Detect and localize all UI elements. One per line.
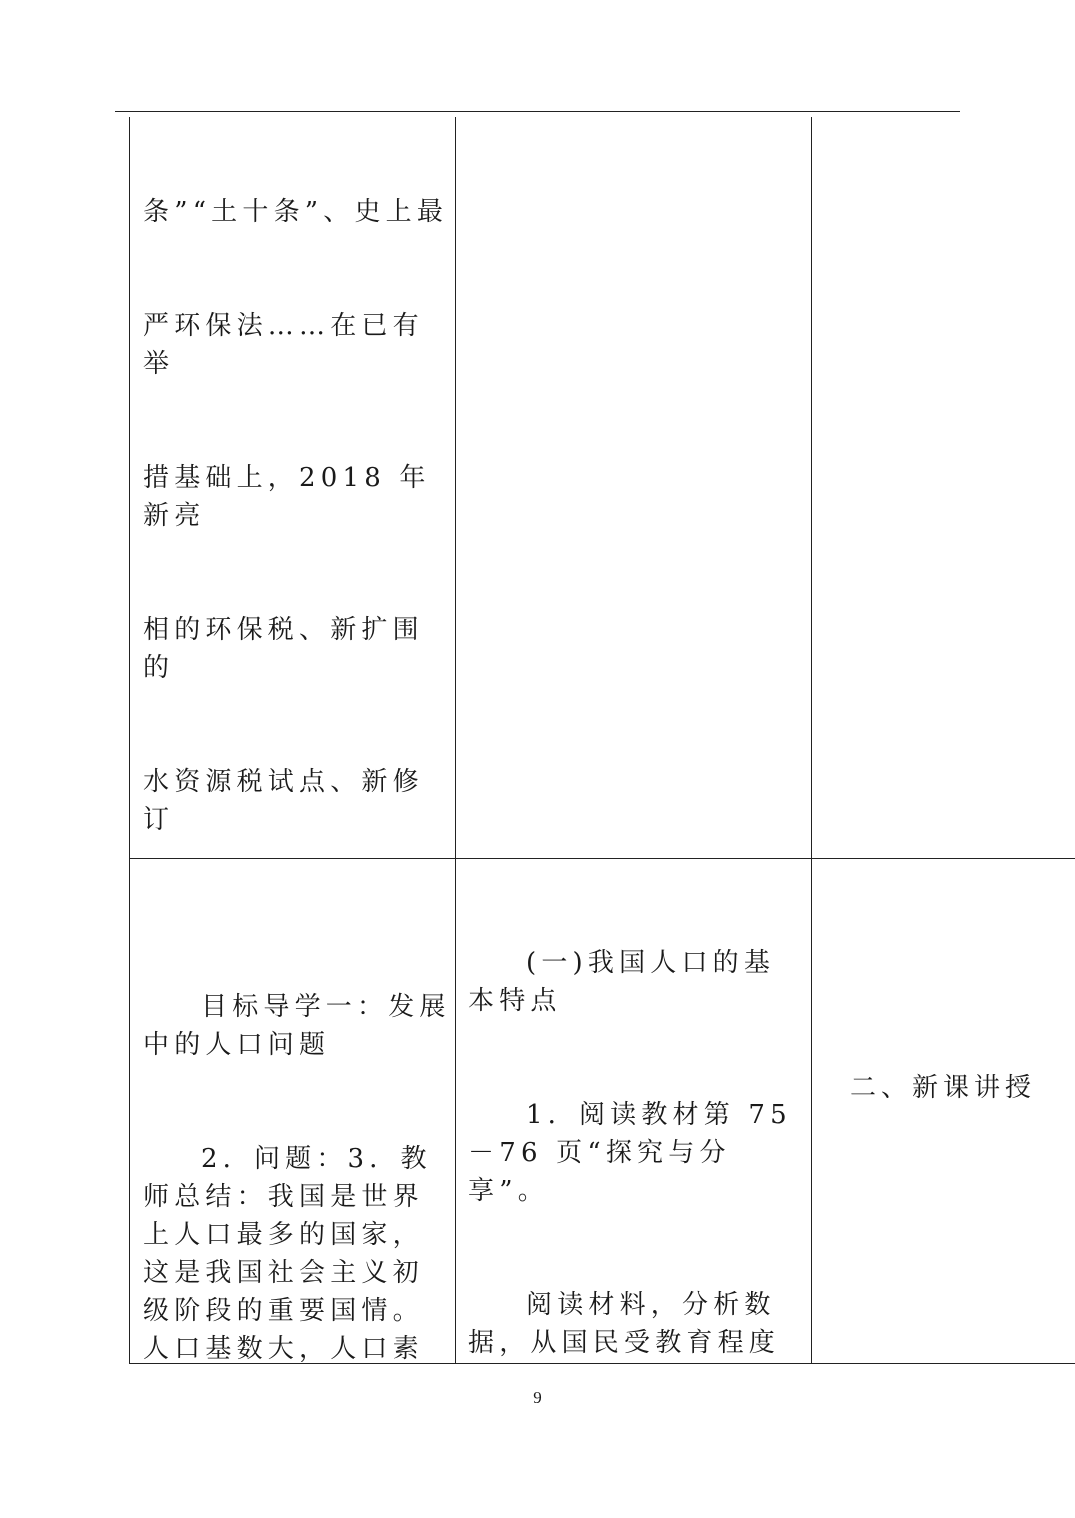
section-heading-1: (一)我国人口的基本特点	[468, 948, 776, 1016]
column-divider-1	[455, 117, 456, 1363]
row1-line-2: 严环保法……在已有举	[143, 311, 424, 379]
row1-line-4: 相的环保税、新扩围的	[143, 615, 424, 683]
row2-col1-cell	[143, 912, 451, 1362]
page-number: 9	[533, 1388, 542, 1407]
row-divider	[130, 858, 1075, 859]
row1-line-3: 措基础上，2018 年新亮	[143, 463, 431, 531]
row1-line-1: 条”“土十条”、史上最	[143, 197, 449, 227]
analysis-question: 阅读材料，分析数据，从国民受教育程度	[468, 1290, 781, 1358]
row2-col2-cell	[468, 868, 804, 1362]
lesson-plan-table	[129, 117, 1075, 1364]
row1-line-5: 水资源税试点、新修订	[143, 767, 424, 835]
header-rule	[115, 111, 960, 112]
reading-task: 1．阅读教材第 75－76 页“探究与分享”。	[468, 1100, 792, 1206]
new-lesson-label: 二、新课讲授	[849, 1073, 1036, 1103]
teacher-conclusion: 2．问题：3．教师总结：我国是世界上人口最多的国家，这是我国社会主义初级阶段的重要国情。人口基数大，人口素	[143, 1144, 432, 1362]
row1-col1-cell	[143, 117, 451, 837]
goal-heading: 目标导学一：发展中的人口问题	[143, 992, 451, 1060]
column-divider-2	[811, 117, 812, 1363]
